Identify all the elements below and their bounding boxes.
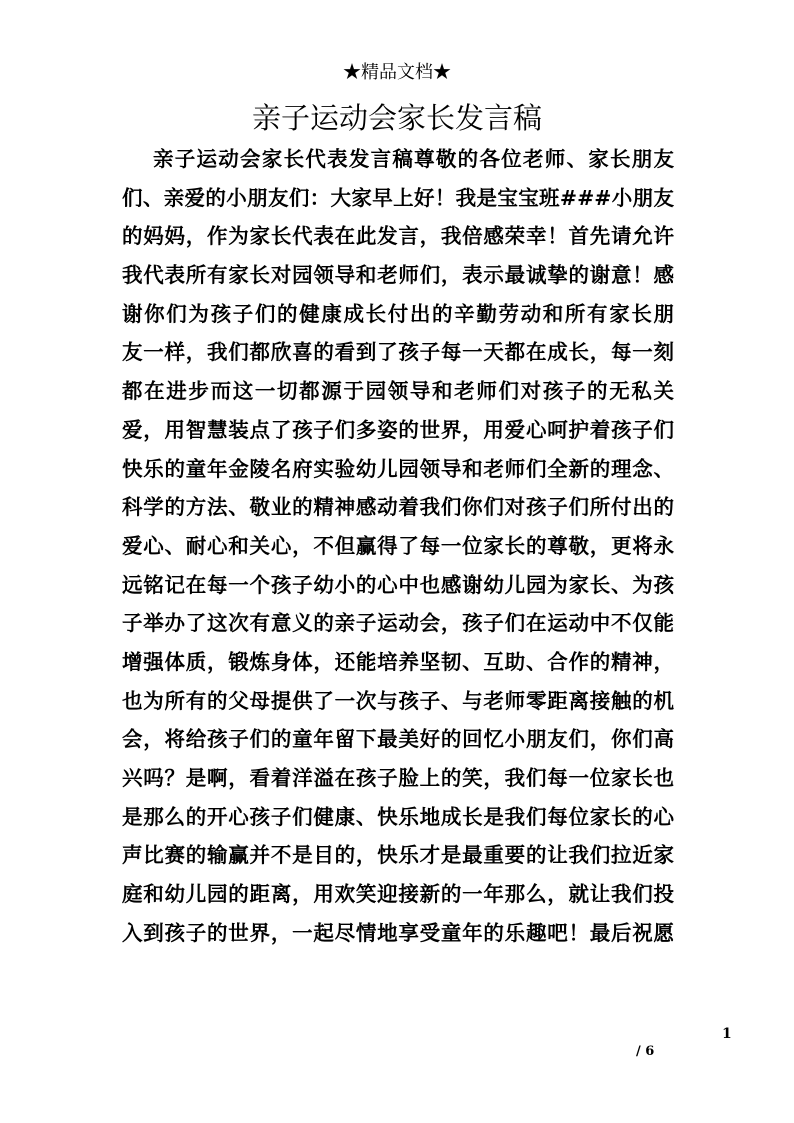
- body-line: 增强体质，锻炼身体，还能培养坚韧、互助、合作的精神，: [122, 649, 674, 674]
- document-title: 亲子运动会家长发言稿: [251, 101, 542, 135]
- body-line: 们、亲爱的小朋友们：大家早上好！我是宝宝班###小朋友: [122, 185, 674, 210]
- body-line: 友一样，我们都欣喜的看到了孩子每一天都在成长，每一刻: [122, 340, 674, 365]
- body-line: 远铭记在每一个孩子幼小的心中也感谢幼儿园为家长、为孩: [122, 572, 674, 597]
- body-line: 入到孩子的世界，一起尽情地享受童年的乐趣吧！最后祝愿: [122, 920, 674, 945]
- body-line: 科学的方法、敬业的精神感动着我们你们对孩子们所付出的: [122, 495, 674, 520]
- body-line: 快乐的童年金陵名府实验幼儿园领导和老师们全新的理念、: [122, 456, 674, 481]
- body-line: 亲子运动会家长代表发言稿尊敬的各位老师、家长朋友: [153, 147, 674, 171]
- body-line: 是那么的开心孩子们健康、快乐地成长是我们每位家长的心: [122, 804, 674, 829]
- body-line: 兴吗？是啊，看着洋溢在孩子脸上的笑，我们每一位家长也: [122, 766, 674, 790]
- body-line: 的妈妈，作为家长代表在此发言，我倍感荣幸！首先请允许: [122, 224, 674, 249]
- page-total: / 6: [636, 1044, 655, 1059]
- body-line: 我代表所有家长对园领导和老师们，表示最诚挚的谢意！感: [122, 263, 674, 288]
- body-line: 子举办了这次有意义的亲子运动会，孩子们在运动中不仅能: [122, 611, 674, 636]
- body-line: 谢你们为孩子们的健康成长付出的辛勤劳动和所有家长朋: [122, 301, 674, 326]
- body-line: 也为所有的父母提供了一次与孩子、与老师零距离接触的机: [122, 688, 674, 713]
- body-line: 庭和幼儿园的距离，用欢笑迎接新的一年那么，就让我们投: [122, 882, 674, 907]
- body-line: 声比赛的输赢并不是目的，快乐才是最重要的让我们拉近家: [122, 843, 674, 868]
- document-body: [122, 140, 674, 952]
- body-line: 爱心、耐心和关心，不但赢得了每一位家长的尊敬，更将永: [122, 533, 674, 558]
- header-label: ★精品文档★: [343, 62, 451, 83]
- body-line: 都在进步而这一切都源于园领导和老师们对孩子的无私关: [122, 379, 674, 404]
- page-number: 1: [722, 1026, 732, 1042]
- body-line: 会，将给孩子们的童年留下最美好的回忆小朋友们，你们高: [122, 727, 674, 752]
- body-line: 爱，用智慧装点了孩子们多姿的世界，用爱心呵护着孩子们: [122, 417, 674, 442]
